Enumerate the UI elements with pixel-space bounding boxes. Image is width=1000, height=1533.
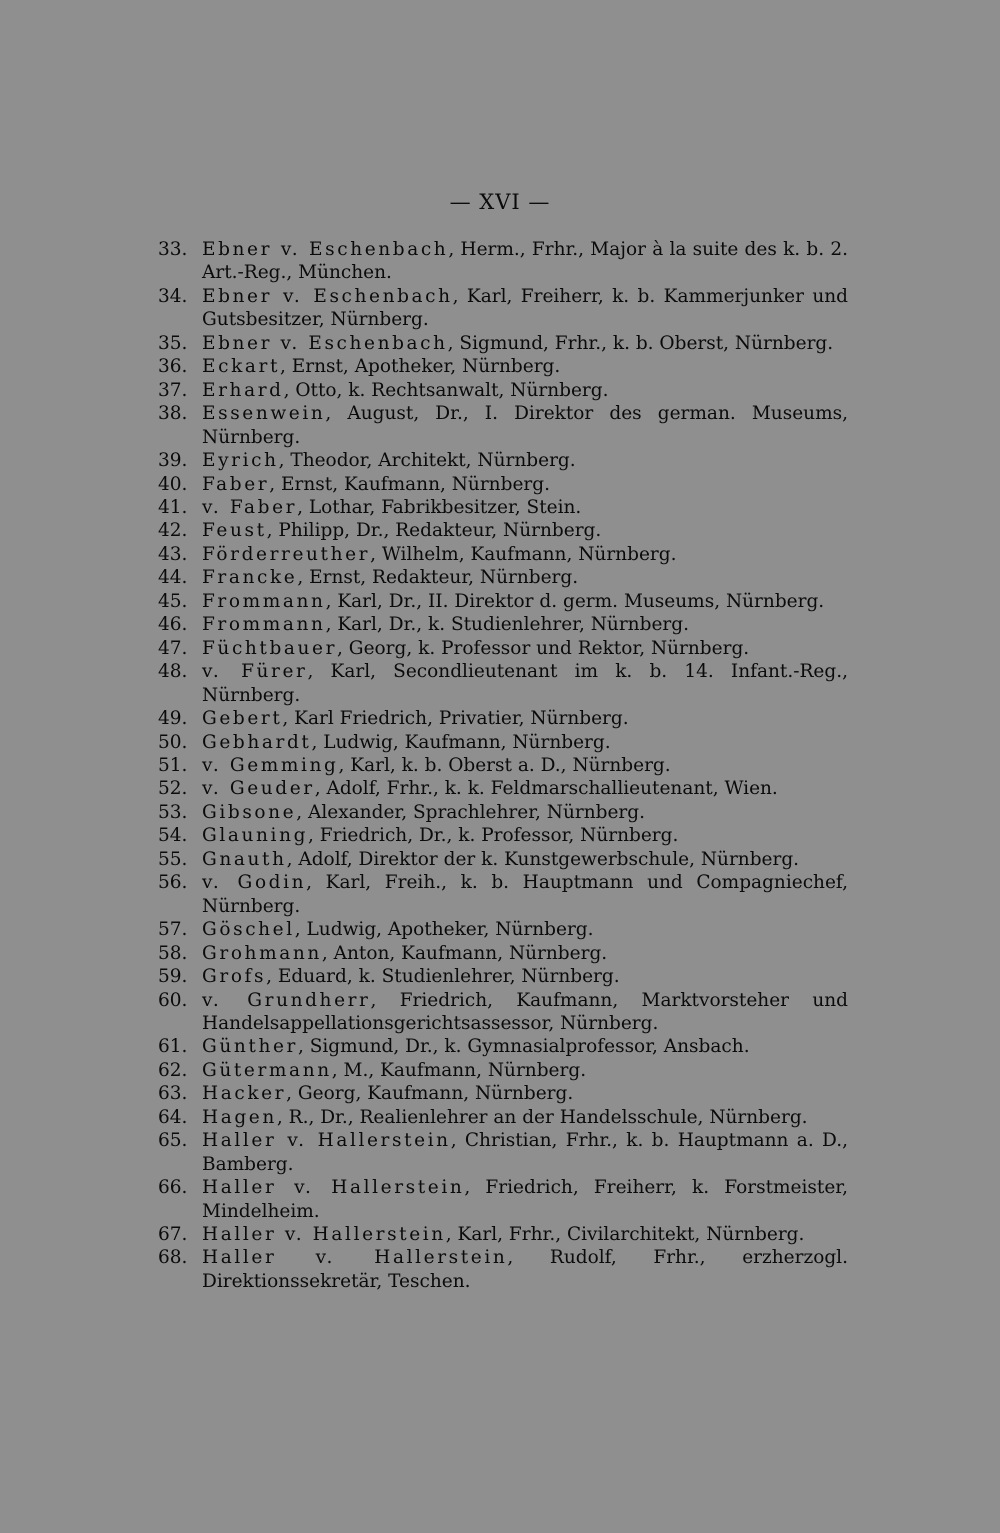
- entry-details: , Karl, Dr., II. Direktor d. germ. Museums, Nürnberg.: [325, 590, 825, 612]
- entry-text: [202, 285, 848, 332]
- entry-number: 58.: [158, 942, 188, 964]
- entry-details: , Christian, Frhr., k. b. Hauptmann a. D., Bamberg.: [202, 1130, 848, 1175]
- entry-number: 59.: [158, 966, 188, 988]
- entry-text: [202, 566, 848, 589]
- entry-text: [202, 848, 848, 871]
- entry-number: 47.: [158, 637, 188, 659]
- entry-name: Förderreuther: [202, 543, 371, 565]
- entry-text: [202, 1106, 848, 1129]
- entry-text: [202, 1035, 848, 1058]
- list-item: [158, 379, 848, 402]
- entry-name: Feust: [202, 520, 267, 542]
- entry-number: 35.: [158, 332, 188, 354]
- list-item: [158, 1035, 848, 1058]
- list-item: [158, 519, 848, 542]
- entry-text: [202, 871, 848, 918]
- page-header: — XVI —: [449, 190, 551, 214]
- entry-text: [202, 637, 848, 660]
- entry-text: [202, 402, 848, 449]
- entry-name: Erhard: [202, 379, 284, 401]
- entry-details: , Eduard, k. Studienlehrer, Nürnberg.: [266, 966, 620, 988]
- list-item: [158, 637, 848, 660]
- entry-name: v. Geuder: [202, 778, 315, 800]
- list-item: [158, 402, 848, 449]
- entry-details: , Adolf, Direktor der k. Kunstgewerbschule, Nürnberg.: [286, 848, 800, 870]
- list-item: [158, 1129, 848, 1176]
- entry-name: Ebner v. Eschenbach: [202, 332, 448, 354]
- entry-name: Grohmann: [202, 942, 322, 964]
- entry-details: , Wilhelm, Kaufmann, Nürnberg.: [370, 543, 677, 565]
- entry-text: [202, 965, 848, 988]
- list-item: [158, 496, 848, 519]
- entry-number: 38.: [158, 403, 188, 425]
- entry-name: Günther: [202, 1036, 298, 1058]
- list-item: [158, 332, 848, 355]
- entry-text: [202, 496, 848, 519]
- entry-number: 48.: [158, 661, 188, 683]
- entry-name: Essenwein: [202, 403, 326, 425]
- entry-number: 54.: [158, 825, 188, 847]
- entry-text: [202, 1129, 848, 1176]
- entry-name: v. Gemming: [202, 754, 339, 776]
- entry-name: Glauning: [202, 825, 309, 847]
- entry-details: , Ernst, Kaufmann, Nürnberg.: [269, 473, 550, 495]
- entry-text: [202, 238, 848, 285]
- entry-text: [202, 754, 848, 777]
- entry-details: , Karl, Freih., k. b. Hauptmann und Compagniechef, Nürnberg.: [202, 872, 848, 917]
- entry-number: 49.: [158, 708, 188, 730]
- list-item: [158, 754, 848, 777]
- list-item: [158, 613, 848, 636]
- entry-text: [202, 590, 848, 613]
- list-item: [158, 660, 848, 707]
- entry-number: 42.: [158, 520, 188, 542]
- list-item: [158, 965, 848, 988]
- entry-number: 51.: [158, 754, 188, 776]
- entry-details: , Rudolf, Frhr., erzherzogl. Direktionssekretär, Teschen.: [202, 1247, 848, 1292]
- entry-name: Göschel: [202, 919, 295, 941]
- list-item: [158, 777, 848, 800]
- entry-text: [202, 332, 848, 355]
- entry-name: Eyrich: [202, 450, 279, 472]
- entry-text: [202, 707, 848, 730]
- list-item: [158, 1082, 848, 1105]
- entry-number: 44.: [158, 567, 188, 589]
- entry-number: 46.: [158, 614, 188, 636]
- entry-details: , August, Dr., I. Direktor des german. Museums, Nürnberg.: [202, 403, 848, 448]
- entry-text: [202, 355, 848, 378]
- list-item: [158, 1176, 848, 1223]
- entry-number: 57.: [158, 919, 188, 941]
- entry-name: Füchtbauer: [202, 637, 338, 659]
- entry-number: 60.: [158, 989, 188, 1011]
- list-item: [158, 473, 848, 496]
- entry-name: Gnauth: [202, 848, 287, 870]
- entry-name: v. Fürer: [202, 661, 308, 683]
- entry-number: 43.: [158, 543, 188, 565]
- entry-name: Hacker: [202, 1083, 287, 1105]
- entry-details: , Karl, Secondlieutenant im k. b. 14. Infant.-Reg., Nürnberg.: [202, 661, 848, 706]
- entry-details: , Friedrich, Dr., k. Professor, Nürnberg.: [308, 825, 679, 847]
- list-item: [158, 707, 848, 730]
- entry-text: [202, 613, 848, 636]
- list-item: [158, 449, 848, 472]
- entry-name: v. Faber: [202, 496, 298, 518]
- entry-number: 68.: [158, 1247, 188, 1269]
- entry-name: Frommann: [202, 590, 326, 612]
- entry-name: v. Grundherr: [202, 989, 371, 1011]
- entry-text: [202, 824, 848, 847]
- entry-details: , Ernst, Redakteur, Nürnberg.: [297, 567, 579, 589]
- list-item: [158, 1246, 848, 1293]
- entry-number: 34.: [158, 285, 188, 307]
- entry-text: [202, 1176, 848, 1223]
- entry-number: 52.: [158, 778, 188, 800]
- entry-details: , Ludwig, Apotheker, Nürnberg.: [294, 919, 594, 941]
- entry-details: , Georg, k. Professor und Rektor, Nürnberg.: [337, 637, 750, 659]
- entry-name: Haller v. Hallerstein: [202, 1177, 465, 1199]
- entry-name: Faber: [202, 473, 270, 495]
- entry-number: 62.: [158, 1059, 188, 1081]
- entry-details: , Otto, k. Rechtsanwalt, Nürnberg.: [283, 379, 609, 401]
- entry-name: Eckart: [202, 356, 280, 378]
- member-list: [158, 238, 848, 1293]
- entry-text: [202, 1246, 848, 1293]
- entry-name: Ebner v. Eschenbach: [202, 239, 449, 260]
- list-item: [158, 871, 848, 918]
- entry-details: , Theodor, Architekt, Nürnberg.: [278, 450, 576, 472]
- entry-number: 36.: [158, 356, 188, 378]
- entry-details: , R., Dr., Realienlehrer an der Handelsschule, Nürnberg.: [276, 1106, 808, 1128]
- entry-number: 39.: [158, 450, 188, 472]
- entry-details: , Adolf, Frhr., k. k. Feldmarschallieutenant, Wien.: [314, 778, 778, 800]
- list-item: [158, 1106, 848, 1129]
- list-item: [158, 285, 848, 332]
- list-item: [158, 942, 848, 965]
- entry-number: 63.: [158, 1083, 188, 1105]
- entry-number: 40.: [158, 473, 188, 495]
- entry-number: 37.: [158, 379, 188, 401]
- entry-name: Francke: [202, 567, 298, 589]
- entry-text: [202, 379, 848, 402]
- entry-details: , Sigmund, Frhr., k. b. Oberst, Nürnberg.: [447, 332, 834, 354]
- entry-details: , Ernst, Apotheker, Nürnberg.: [279, 356, 561, 378]
- entry-number: 61.: [158, 1036, 188, 1058]
- entry-number: 41.: [158, 496, 188, 518]
- entry-details: , Alexander, Sprachlehrer, Nürnberg.: [296, 801, 645, 823]
- entry-name: Gibsone: [202, 801, 297, 823]
- entry-text: [202, 918, 848, 941]
- list-item: [158, 566, 848, 589]
- list-item: [158, 989, 848, 1036]
- entry-text: [202, 942, 848, 965]
- entry-number: 33.: [158, 239, 188, 260]
- entry-number: 64.: [158, 1106, 188, 1128]
- entry-details: , Karl Friedrich, Privatier, Nürnberg.: [282, 708, 629, 730]
- entry-text: [202, 989, 848, 1036]
- entry-text: [202, 801, 848, 824]
- entry-details: , Karl, k. b. Oberst a. D., Nürnberg.: [338, 754, 671, 776]
- entry-details: , Herm., Frhr., Major à la suite des k. b. 2. Art.-Reg., München.: [202, 239, 848, 284]
- list-item: [158, 1223, 848, 1246]
- entry-name: Haller v. Hallerstein: [202, 1130, 451, 1152]
- list-item: [158, 848, 848, 871]
- list-item: [158, 238, 848, 285]
- entry-details: , Karl, Frhr., Civilarchitekt, Nürnberg.: [445, 1224, 805, 1246]
- entry-name: v. Godin: [202, 872, 307, 894]
- entry-number: 66.: [158, 1177, 188, 1199]
- entry-details: , Friedrich, Freiherr, k. Forstmeister, Mindelheim.: [202, 1177, 848, 1222]
- list-item: [158, 1059, 848, 1082]
- entry-name: Haller v. Hallerstein: [202, 1247, 508, 1269]
- entry-name: Gebhardt: [202, 731, 312, 753]
- entry-number: 53.: [158, 801, 188, 823]
- entry-text: [202, 1223, 848, 1246]
- entry-details: , Karl, Dr., k. Studienlehrer, Nürnberg.: [325, 614, 689, 636]
- list-item: [158, 824, 848, 847]
- entry-text: [202, 449, 848, 472]
- entry-number: 65.: [158, 1130, 188, 1152]
- entry-name: Grofs: [202, 966, 267, 988]
- entry-details: , Georg, Kaufmann, Nürnberg.: [286, 1083, 574, 1105]
- entry-number: 50.: [158, 731, 188, 753]
- entry-number: 67.: [158, 1224, 188, 1246]
- entry-text: [202, 777, 848, 800]
- entry-text: [202, 1059, 848, 1082]
- entry-details: , Anton, Kaufmann, Nürnberg.: [321, 942, 608, 964]
- entry-name: Frommann: [202, 614, 326, 636]
- entry-name: Haller v. Hallerstein: [202, 1224, 446, 1246]
- entry-text: [202, 543, 848, 566]
- list-item: [158, 731, 848, 754]
- entry-number: 55.: [158, 848, 188, 870]
- entry-number: 56.: [158, 872, 188, 894]
- entry-text: [202, 519, 848, 542]
- entry-text: [202, 731, 848, 754]
- entry-details: , Sigmund, Dr., k. Gymnasialprofessor, Ansbach.: [297, 1036, 750, 1058]
- entry-details: , Lothar, Fabrikbesitzer, Stein.: [297, 496, 582, 518]
- entry-text: [202, 1082, 848, 1105]
- entry-text: [202, 473, 848, 496]
- entry-name: Gebert: [202, 708, 283, 730]
- entry-details: , Ludwig, Kaufmann, Nürnberg.: [311, 731, 611, 753]
- entry-text: [202, 660, 848, 707]
- list-item: [158, 355, 848, 378]
- entry-name: Hagen: [202, 1106, 277, 1128]
- list-item: [158, 590, 848, 613]
- entry-name: Gütermann: [202, 1059, 332, 1081]
- entry-number: 45.: [158, 590, 188, 612]
- entry-details: , Karl, Freiherr, k. b. Kammerjunker und Gutsbesitzer, Nürnberg.: [202, 285, 848, 331]
- list-item: [158, 801, 848, 824]
- entry-details: , Friedrich, Kaufmann, Marktvorsteher und Handelsappellationsgerichtsassessor, Nürnberg.: [202, 989, 848, 1034]
- entry-name: Ebner v. Eschenbach: [202, 285, 453, 307]
- list-item: [158, 918, 848, 941]
- list-item: [158, 543, 848, 566]
- entry-details: , Philipp, Dr., Redakteur, Nürnberg.: [266, 520, 602, 542]
- entry-details: , M., Kaufmann, Nürnberg.: [331, 1059, 587, 1081]
